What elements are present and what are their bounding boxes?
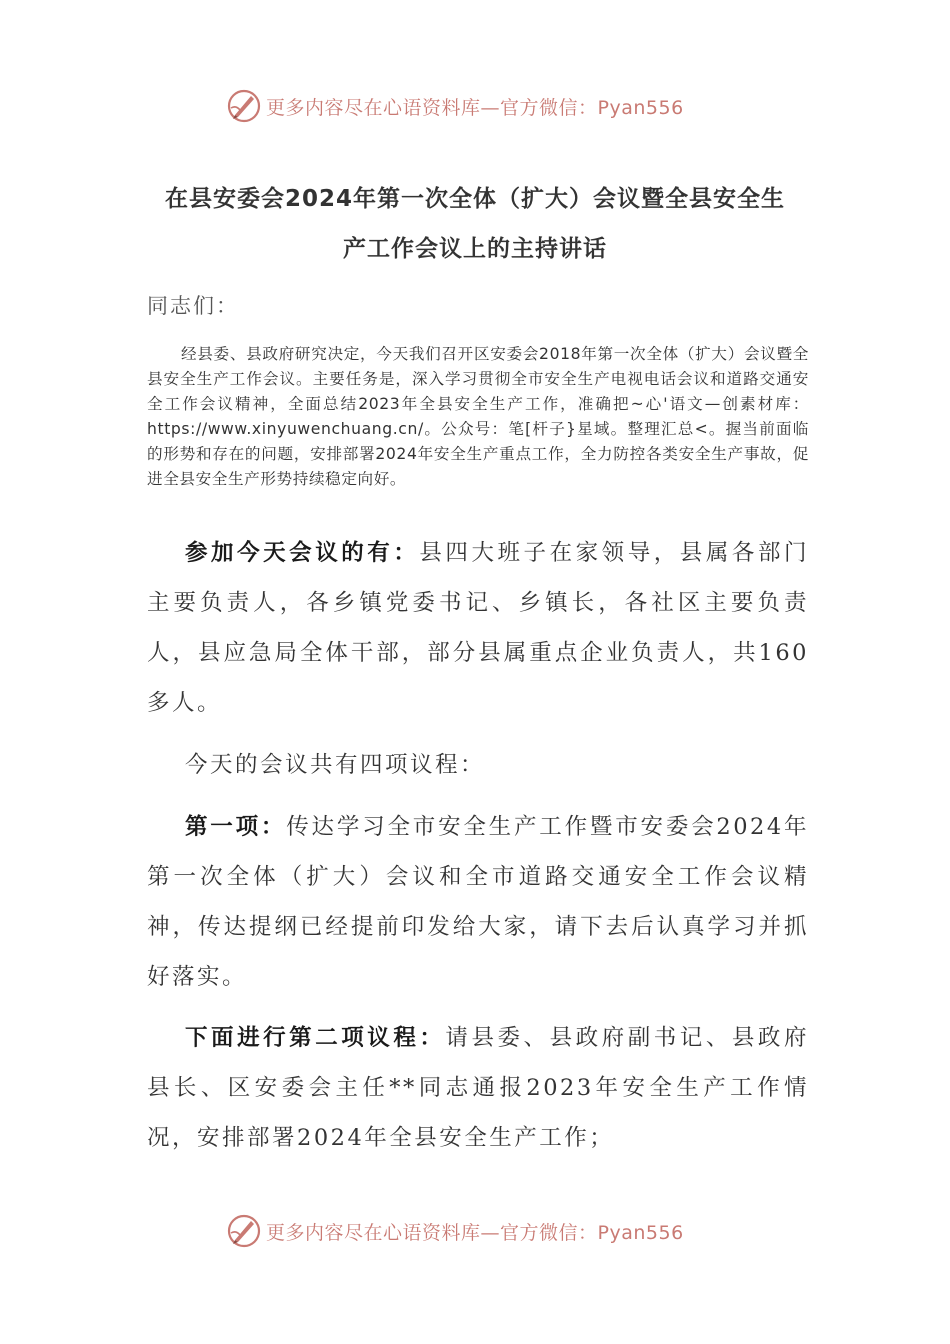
agenda-item-1-paragraph (147, 802, 809, 1002)
greeting: 同志们： (147, 294, 239, 318)
pen-logo-icon (226, 88, 262, 124)
header-banner-text: 更多内容尽在心语资料库—官方微信：Pyan556 (266, 96, 684, 119)
wechat-id: Pyan556 (597, 96, 684, 119)
attendees-paragraph (147, 528, 809, 728)
footer-banner (0, 1205, 950, 1255)
agenda-item-1-text: 传达学习全市安全生产工作暨市安委会2024年第一次全体（扩大）会议和全市道路交通安全工作会议精神，传达提纲已经提前印发给大家，请下去后认真学习并抓好落实。 (147, 814, 809, 990)
header-banner-content (226, 84, 684, 128)
document-title-line-1: 在县安委会2024年第一次全体（扩大）会议暨全县安全生 (164, 186, 785, 212)
agenda-intro-paragraph: 今天的会议共有四项议程： (185, 752, 486, 778)
header-banner (0, 80, 950, 130)
footer-banner-text: 更多内容尽在心语资料库—官方微信：Pyan556 (266, 1221, 684, 1244)
attendees-text: 县四大班子在家领导，县属各部门主要负责人，各乡镇党委书记、乡镇长，各社区主要负责人，县应急局全体干部，部分县属重点企业负责人，共160多人。 (147, 540, 809, 716)
attendees-lead: 参加今天会议的有： (185, 540, 420, 566)
pen-logo-icon (226, 1213, 262, 1249)
agenda-item-1-lead: 第一项： (185, 814, 287, 840)
footer-banner-content (226, 1209, 684, 1253)
agenda-item-2-paragraph (147, 1013, 809, 1163)
wechat-id: Pyan556 (597, 1221, 684, 1244)
document-title-line-2: 产工作会议上的主持讲话 (343, 236, 607, 262)
intro-paragraph: 经县委、县政府研究决定，今天我们召开区安委会2018年第一次全体（扩大）会议暨全县安全生产工作会议。主要任务是，深入学习贯彻全市安全生产电视电话会议和道路交通安全工作会议精神，全面总结2023年全县安全生产工作，准确把~心'语文—创素材库：https://www.xinyuwenchuang.cn/。公众号：笔[杆子}星域。整理汇总<。握当前面临的形势和存在的问题，安排部署2024年安全生产重点工作，全力防控各类安全生产事故，促进全县安全生产形势持续稳定向好。 (147, 345, 809, 488)
agenda-item-2-text: 请县委、县政府副书记、县政府县长、区安委会主任**同志通报2023年安全生产工作情况，安排部署2024年全县安全生产工作； (147, 1025, 809, 1151)
agenda-item-2-lead: 下面进行第二项议程： (185, 1025, 446, 1051)
